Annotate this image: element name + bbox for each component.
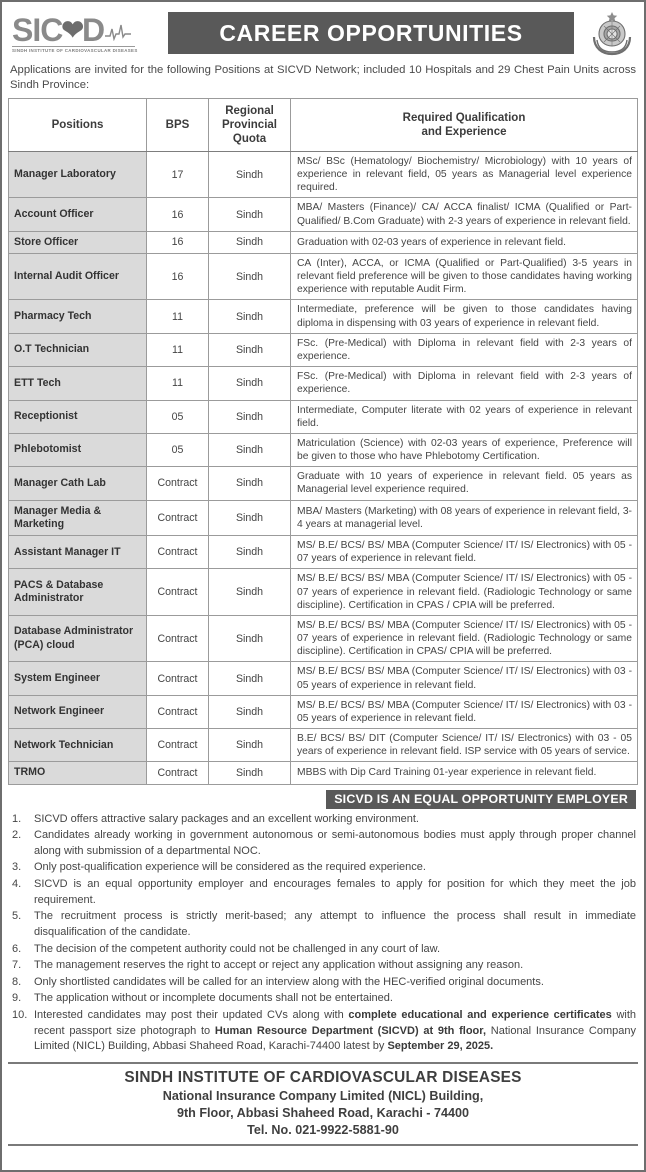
cell-bps: 11 <box>147 333 209 366</box>
note-item: The application without or incomplete documents shall not be entertained. <box>34 992 393 1005</box>
note10-certificates: complete educational and experience certificates <box>348 1008 612 1021</box>
note10-part3: National Insurance Company Limited (NICL) Building, Abbasi Shaheed Road, Karachi-74400 latest by <box>34 1024 636 1053</box>
note-item: Only post-qualification experience will be considered as the required experience. <box>34 861 426 874</box>
cell-bps: Contract <box>147 500 209 535</box>
table-row <box>9 762 638 784</box>
cell-qualification: FSc. (Pre-Medical) with Diploma in relevant field with 2-3 years of experience. <box>291 333 638 366</box>
cell-bps: 17 <box>147 151 209 198</box>
cell-bps: Contract <box>147 662 209 695</box>
equal-opportunity-row <box>8 790 636 809</box>
cell-quota: Sindh <box>209 231 291 253</box>
cell-bps: 05 <box>147 400 209 433</box>
cell-position: Account Officer <box>9 198 147 231</box>
note-item: Candidates already working in government autonomous or semi-autonomous bodies must apply through proper channel along with submission of a departmental NOC. <box>34 829 636 857</box>
cell-position: O.T Technician <box>9 333 147 366</box>
cell-quota: Sindh <box>209 500 291 535</box>
cell-position: Internal Audit Officer <box>9 253 147 300</box>
cell-bps: 11 <box>147 367 209 400</box>
cell-quota: Sindh <box>209 695 291 728</box>
note-item: The management reserves the right to accept or reject any application without assigning any reason. <box>34 959 524 972</box>
sicvd-logo <box>8 13 160 53</box>
cell-quota: Sindh <box>209 367 291 400</box>
cell-bps: Contract <box>147 467 209 500</box>
cell-qualification: Matriculation (Science) with 02-03 years of experience, Preference will be given to those who have Phlebotomy Certification. <box>291 433 638 466</box>
cell-qualification: MS/ B.E/ BCS/ BS/ MBA (Computer Science/ IT/ IS/ Electronics) with 05 - 07 years of experience in relevant field. (Radiologic Technology or same discipline). Certification in CPAS/ CPIA will be preferred. <box>291 615 638 662</box>
qual-line-2: and Experience <box>421 125 507 138</box>
cell-qualification: MBBS with Dip Card Training 01-year experience in relevant field. <box>291 762 638 784</box>
table-row <box>9 300 638 333</box>
table-row <box>9 333 638 366</box>
cell-qualification: Intermediate, Computer literate with 02 years of experience in relevant field. <box>291 400 638 433</box>
cell-qualification: FSc. (Pre-Medical) with Diploma in relevant field with 2-3 years of experience. <box>291 367 638 400</box>
cell-qualification: Intermediate, preference will be given to those candidates having diploma in dispensing with 03 years of experience in relevant field. <box>291 300 638 333</box>
notes-list <box>8 812 638 1055</box>
note10-department: Human Resource Department (SICVD) at 9th floor, <box>214 1024 487 1037</box>
cell-quota: Sindh <box>209 300 291 333</box>
table-row <box>9 433 638 466</box>
cell-position: Store Officer <box>9 231 147 253</box>
ecg-line-icon <box>105 14 131 46</box>
masthead <box>8 7 638 59</box>
cell-bps: Contract <box>147 762 209 784</box>
cell-position: TRMO <box>9 762 147 784</box>
cell-bps: Contract <box>147 569 209 616</box>
intro-paragraph: Applications are invited for the following Positions at SICVD Network; included 10 Hospitals and 29 Chest Pain Units across Sindh Province: <box>10 64 636 91</box>
table-row <box>9 569 638 616</box>
column-header-bps: BPS <box>147 98 209 151</box>
column-header-quota <box>209 98 291 151</box>
cell-position: Receptionist <box>9 400 147 433</box>
cell-bps: Contract <box>147 695 209 728</box>
cell-qualification: MS/ B.E/ BCS/ BS/ MBA (Computer Science/ IT/ IS/ Electronics) with 05 - 07 years of experience in relevant field. (Radiologic Technology or same discipline). Certification in CPAS / CPIA will be preferred. <box>291 569 638 616</box>
note-item: Only shortlisted candidates will be called for an interview along with the HEC-verified original documents. <box>34 975 544 988</box>
table-header-row <box>9 98 638 151</box>
cell-quota: Sindh <box>209 400 291 433</box>
note-item-application-instructions <box>8 1008 636 1055</box>
cell-position: Manager Media & Marketing <box>9 500 147 535</box>
cell-qualification: MS/ B.E/ BCS/ BS/ MBA (Computer Science/ IT/ IS/ Electronics) with 03 - 05 years of experience in relevant field. <box>291 662 638 695</box>
table-row <box>9 536 638 569</box>
cell-bps: Contract <box>147 536 209 569</box>
table-row <box>9 253 638 300</box>
note10-part2: with recent passport size photograph to <box>34 1008 637 1037</box>
cell-qualification: Graduate with 10 years of experience in relevant field. 05 years as Managerial level experience required. <box>291 467 638 500</box>
cell-position: Network Engineer <box>9 695 147 728</box>
quota-line-2: Provincial <box>222 118 277 131</box>
cell-quota: Sindh <box>209 662 291 695</box>
footer-institute-name: SINDH INSTITUTE OF CARDIOVASCULAR DISEASES <box>124 1068 522 1086</box>
footer-telephone: Tel. No. 021-9922-5881-90 <box>247 1123 399 1138</box>
heart-icon: ❤ <box>61 15 83 45</box>
positions-table-body <box>9 151 638 784</box>
positions-table <box>8 98 638 785</box>
career-opportunities-banner: CAREER OPPORTUNITIES <box>168 12 574 54</box>
cell-bps: Contract <box>147 615 209 662</box>
table-row <box>9 662 638 695</box>
table-row <box>9 367 638 400</box>
cell-position: ETT Tech <box>9 367 147 400</box>
cell-quota: Sindh <box>209 253 291 300</box>
cell-position: Phlebotomist <box>9 433 147 466</box>
logo-tagline: SINDH INSTITUTE OF CARDIOVASCULAR DISEASES <box>12 48 138 53</box>
column-header-positions: Positions <box>9 98 147 151</box>
table-row <box>9 467 638 500</box>
cell-quota: Sindh <box>209 198 291 231</box>
logo-text-d: D <box>81 11 105 48</box>
column-header-qualification <box>291 98 638 151</box>
logo-wordmark <box>12 13 160 46</box>
cell-qualification: B.E/ BCS/ BS/ DIT (Computer Science/ IT/ IS/ Electronics) with 03 - 05 years of experience in relevant field. ISP service with 05 years of service. <box>291 729 638 762</box>
footer-building: National Insurance Company Limited (NICL) Building, <box>162 1088 484 1103</box>
cell-qualification: MS/ B.E/ BCS/ BS/ MBA (Computer Science/ IT/ IS/ Electronics) with 05 - 07 years of experience in relevant field. <box>291 536 638 569</box>
qual-line-1: Required Qualification <box>402 111 526 124</box>
table-row <box>9 400 638 433</box>
cell-quota: Sindh <box>209 433 291 466</box>
cell-quota: Sindh <box>209 569 291 616</box>
cell-position: Manager Laboratory <box>9 151 147 198</box>
equal-opportunity-banner: SICVD IS AN EQUAL OPPORTUNITY EMPLOYER <box>326 790 636 809</box>
note10-part1: Interested candidates may post their updated CVs along with <box>34 1008 349 1021</box>
cell-quota: Sindh <box>209 729 291 762</box>
table-row <box>9 198 638 231</box>
cell-position: Pharmacy Tech <box>9 300 147 333</box>
cell-qualification: MS/ B.E/ BCS/ BS/ MBA (Computer Science/ IT/ IS/ Electronics) with 03 - 05 years of experience in relevant field. <box>291 695 638 728</box>
footer-address: 9th Floor, Abbasi Shaheed Road, Karachi - 74400 <box>176 1105 470 1120</box>
cell-bps: 11 <box>147 300 209 333</box>
cell-quota: Sindh <box>209 615 291 662</box>
cell-quota: Sindh <box>209 151 291 198</box>
footer-block <box>8 1062 638 1146</box>
cell-position: PACS & Database Administrator <box>9 569 147 616</box>
cell-bps: 16 <box>147 198 209 231</box>
cell-position: Assistant Manager IT <box>9 536 147 569</box>
cell-quota: Sindh <box>209 762 291 784</box>
table-row <box>9 695 638 728</box>
table-row <box>9 500 638 535</box>
cell-bps: 16 <box>147 253 209 300</box>
cell-qualification: CA (Inter), ACCA, or ICMA (Qualified or Part-Qualified) 3-5 years in relevant field preference will be given to those candidates having working experience with reputable Audit Firm. <box>291 253 638 300</box>
cell-position: Manager Cath Lab <box>9 467 147 500</box>
logo-text-sic: SIC <box>12 11 63 48</box>
cell-quota: Sindh <box>209 536 291 569</box>
note-item: SICVD is an equal opportunity employer and encourages females to apply for position for which they meet the job requirement. <box>34 878 636 906</box>
note-item: The recruitment process is strictly merit-based; any attempt to influence the process shall result in immediate disqualification of the candidate. <box>34 910 636 938</box>
cell-bps: 16 <box>147 231 209 253</box>
cell-bps: 05 <box>147 433 209 466</box>
cell-qualification: MBA/ Masters (Marketing) with 08 years of experience in relevant field, 3-4 years at managerial level. <box>291 500 638 535</box>
note-item: The decision of the competent authority could not be challenged in any court of law. <box>34 942 441 955</box>
cell-quota: Sindh <box>209 333 291 366</box>
cell-qualification: MSc/ BSc (Hematology/ Biochemistry/ Microbiology) with 10 years of experience in relevant field, 05 years as Managerial level experience required. <box>291 151 638 198</box>
quota-line-1: Regional <box>225 104 274 117</box>
cell-qualification: MBA/ Masters (Finance)/ CA/ ACCA finalist/ ICMA (Qualified or Part-Qualified/ B.Com Graduate) with 2-3 years of experience in relevant field. <box>291 198 638 231</box>
cell-position: Database Administrator (PCA) cloud <box>9 615 147 662</box>
cell-quota: Sindh <box>209 467 291 500</box>
table-row <box>9 729 638 762</box>
cell-qualification: Graduation with 02-03 years of experience in relevant field. <box>291 231 638 253</box>
cell-position: System Engineer <box>9 662 147 695</box>
table-row <box>9 151 638 198</box>
cell-bps: Contract <box>147 729 209 762</box>
table-row <box>9 231 638 253</box>
cell-position: Network Technician <box>9 729 147 762</box>
quota-line-3: Quota <box>232 132 267 145</box>
note10-deadline: September 29, 2025. <box>387 1040 494 1053</box>
note-item: SICVD offers attractive salary packages and an excellent working environment. <box>34 812 419 825</box>
table-row <box>9 615 638 662</box>
government-of-pakistan-emblem-icon <box>586 8 638 58</box>
